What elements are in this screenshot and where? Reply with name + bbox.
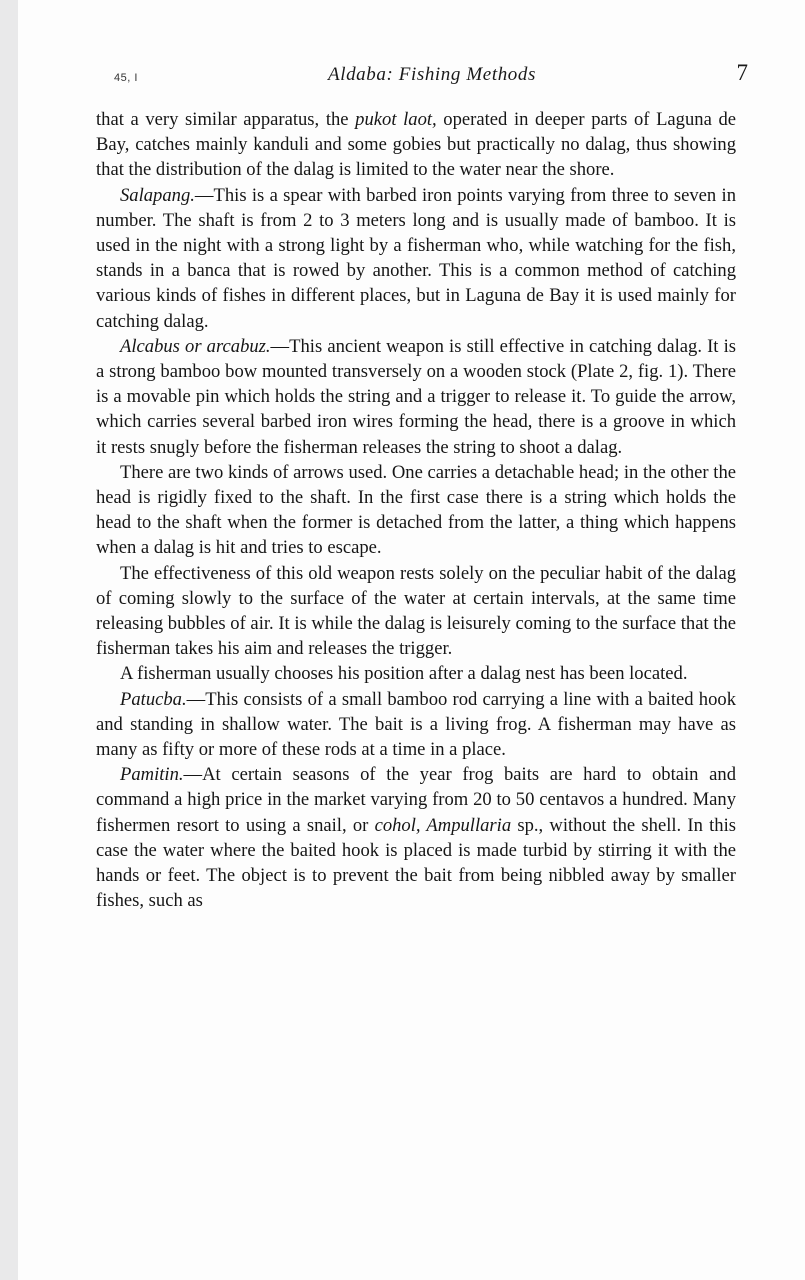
italic-text: pukot laot, xyxy=(355,109,437,130)
paragraph xyxy=(96,460,736,561)
text-run: There are two kinds of arrows used. One carries a detachable head; in the other the head is rigidly fixed to the shaft. In the first case there is a string which holds the head to the shaft when the former is detached from the latter, a thing which happens when a dalag is hit and tries to escape. xyxy=(96,461,736,559)
page-number: 7 xyxy=(736,60,748,85)
paragraph xyxy=(96,687,736,763)
paragraph xyxy=(96,762,736,913)
paragraph xyxy=(96,561,736,662)
text-run: that a very similar apparatus, the xyxy=(96,109,356,130)
italic-text: Patucba. xyxy=(120,688,187,710)
paragraph xyxy=(96,183,736,334)
text-run: The effectiveness of this old weapon rests solely on the peculiar habit of the dalag of coming slowly to the surface of the water at certain intervals, at the same time releasing bubbles of air. It is while the dalag is leisurely coming to the surface that the fisherman takes his aim and releases the trigger. xyxy=(96,562,736,660)
italic-text: Salapang. xyxy=(120,184,195,206)
text-run: —This ancient weapon is still effective in catching dalag. It is a strong bamboo bow mounted transversely on a wooden stock (Plate 2, fig. 1). There is a movable pin which holds the string and a trigger to release it. To guide the arrow, which carries several barbed iron wires forming the head, there is a groove in which it rests snugly before the fisherman releases the string to shoot a dalag. xyxy=(96,335,736,458)
text-run: —At certain seasons of the year frog baits are hard to obtain and command a high price in the market varying from 20 to 50 centavos a hundred. Many fishermen resort to using a snail, or xyxy=(96,764,736,836)
running-title: Aldaba: Fishing Methods xyxy=(327,64,536,85)
body-text xyxy=(96,107,736,914)
text-run: —This consists of a small bamboo rod carrying a line with a baited hook and standing in shallow water. The bait is a living frog. A fisherman may have as many as fifty or more of these rods at a time in a place. xyxy=(96,688,736,761)
volume-number: 45, I xyxy=(114,72,138,84)
text-run: sp., without the shell. In this case the water where the baited hook is placed is made turbid by stirring it with the hands or feet. The object is to prevent the bait from being nibbled away by smaller fishes, such as xyxy=(96,814,736,912)
page-header xyxy=(114,62,750,94)
paragraph xyxy=(96,107,736,183)
text-run: operated in deeper parts of Laguna de Bay, catches mainly kanduli and some gobies but practically no dalag, thus showing that the distribution of the dalag is limited to the water near the shore. xyxy=(96,109,736,181)
text-run: —This is a spear with barbed iron points varying from three to seven in number. The shaft is from 2 to 3 meters long and is usually made of bamboo. It is used in the night with a strong light by a fisherman who, while watching for the fish, stands in a banca that is rowed by another. This is a common method of catching various kinds of fishes in different places, but in Laguna de Bay it is used mainly for catching dalag. xyxy=(96,184,736,332)
paragraph xyxy=(96,334,736,460)
italic-text: cohol, Ampullaria xyxy=(374,814,512,836)
italic-text: Alcabus or arcabuz. xyxy=(120,335,271,357)
italic-text: Pamitin. xyxy=(120,764,184,786)
paragraph xyxy=(96,661,736,686)
text-run: A fisherman usually chooses his position after a dalag nest has been located. xyxy=(120,663,688,685)
